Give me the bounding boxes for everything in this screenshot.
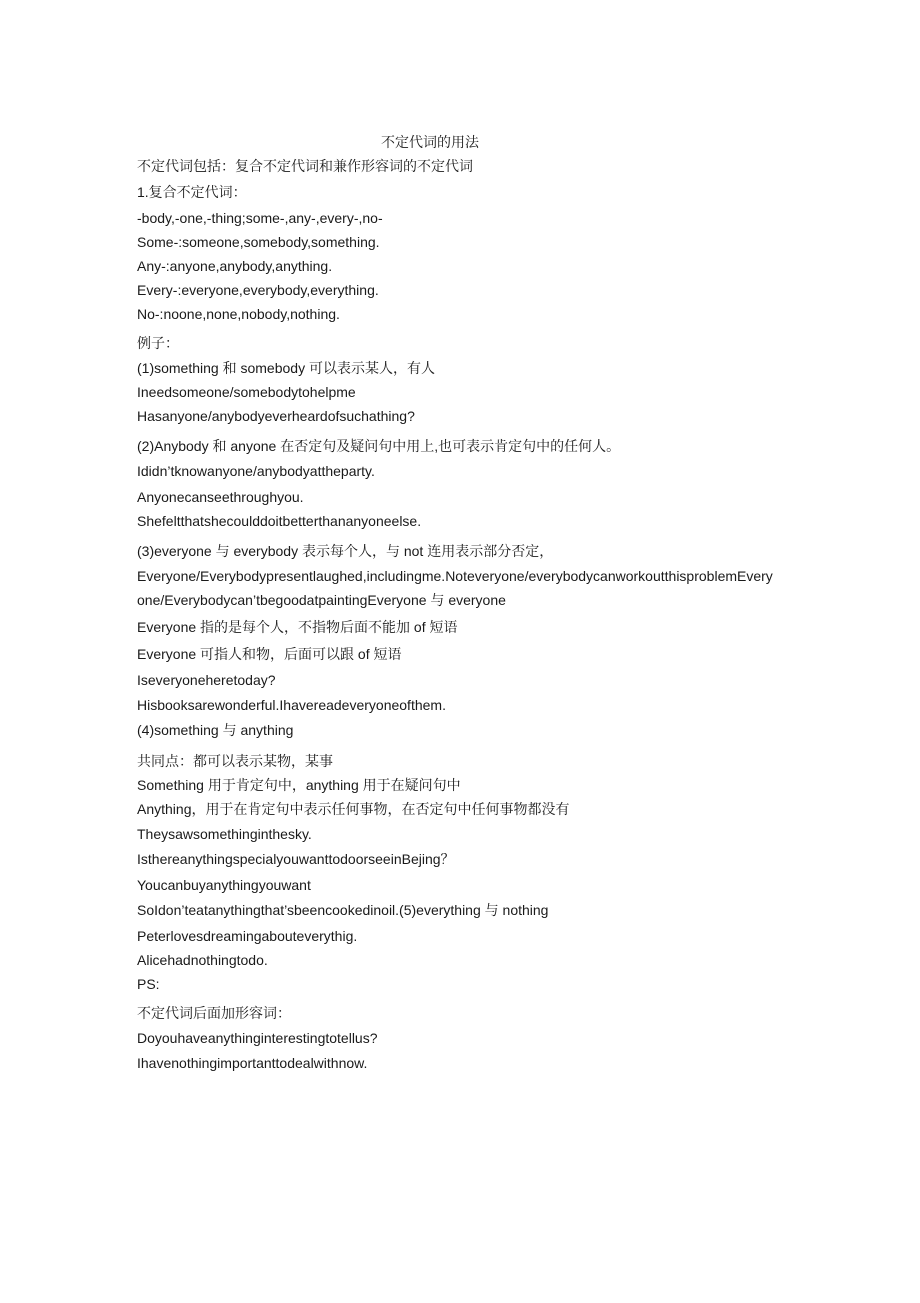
text-line: Anyonecanseethroughyou. [137, 489, 304, 505]
text-line: Iseveryoneheretoday? [137, 672, 276, 688]
text-line: Theysawsomethinginthesky. [137, 826, 312, 842]
text-line: Any-:anyone,anybody,anything. [137, 258, 333, 274]
text-line: Youcanbuyanythingyouwant [137, 877, 311, 893]
text-line: Ididn’tknowanyone/anybodyattheparty. [137, 463, 375, 479]
text-line: Ineedsomeone/somebodytohelpme [137, 384, 356, 400]
text-line: 共同点：都可以表示某物，某事 [137, 753, 333, 769]
text-line: Doyouhaveanythinginterestingtotellus? [137, 1030, 378, 1046]
text-line: 不定代词包括：复合不定代词和兼作形容词的不定代词 [137, 158, 473, 174]
text-line: No-:noone,none,nobody,nothing. [137, 306, 340, 322]
text-line: (4)something 与 anything [137, 722, 294, 738]
text-line: one/Everybodycan’tbegoodatpaintingEveryone 与 everyone [137, 592, 506, 608]
text-line: Shefeltthatshecoulddoitbetterthananyoneelse. [137, 513, 422, 529]
text-line: IsthereanythingspecialyouwanttodoorseeinBejing？ [137, 851, 455, 867]
text-line: SoIdon’teatanythingthat’sbeencookedinoil.(5)everything 与 nothing [137, 902, 549, 918]
text-line: -body,-one,-thing;some-,any-,every-,no- [137, 210, 383, 226]
text-line: 例子： [137, 335, 179, 351]
text-line: Hasanyone/anybodyeverheardofsuchathing? [137, 408, 415, 424]
text-line: Anything，用于在肯定句中表示任何事物，在否定句中任何事物都没有 [137, 801, 570, 817]
text-line: Alicehadnothingtodo. [137, 952, 268, 968]
text-line: Everyone 指的是每个人，不指物后面不能加 of 短语 [137, 619, 458, 635]
text-line: Hisbooksarewonderful.Ihavereadeveryoneofthem. [137, 697, 446, 713]
text-line: 1.复合不定代词： [137, 184, 247, 200]
document-title: 不定代词的用法 [381, 134, 479, 150]
text-line: PS: [137, 976, 160, 992]
text-line: Everyone/Everybodypresentlaughed,includingme.Noteveryone/everybodycanworkoutthisproblemEvery [137, 568, 773, 584]
text-line: Peterlovesdreamingabouteverythig. [137, 928, 358, 944]
text-line: (1)something 和 somebody 可以表示某人，有人 [137, 360, 435, 376]
text-line: (2)Anybody 和 anyone 在否定句及疑问句中用上,也可表示肯定句中的任何人。 [137, 438, 621, 454]
text-line: 不定代词后面加形容词： [137, 1005, 291, 1021]
text-line: Everyone 可指人和物，后面可以跟 of 短语 [137, 646, 402, 662]
text-line: (3)everyone 与 everybody 表示每个人，与 not 连用表示部分否定， [137, 543, 554, 559]
text-line: Ihavenothingimportanttodealwithnow. [137, 1055, 368, 1071]
text-line: Some-:someone,somebody,something. [137, 234, 380, 250]
text-line: Something 用于肯定句中，anything 用于在疑问句中 [137, 777, 461, 793]
text-line: Every-:everyone,everybody,everything. [137, 282, 379, 298]
